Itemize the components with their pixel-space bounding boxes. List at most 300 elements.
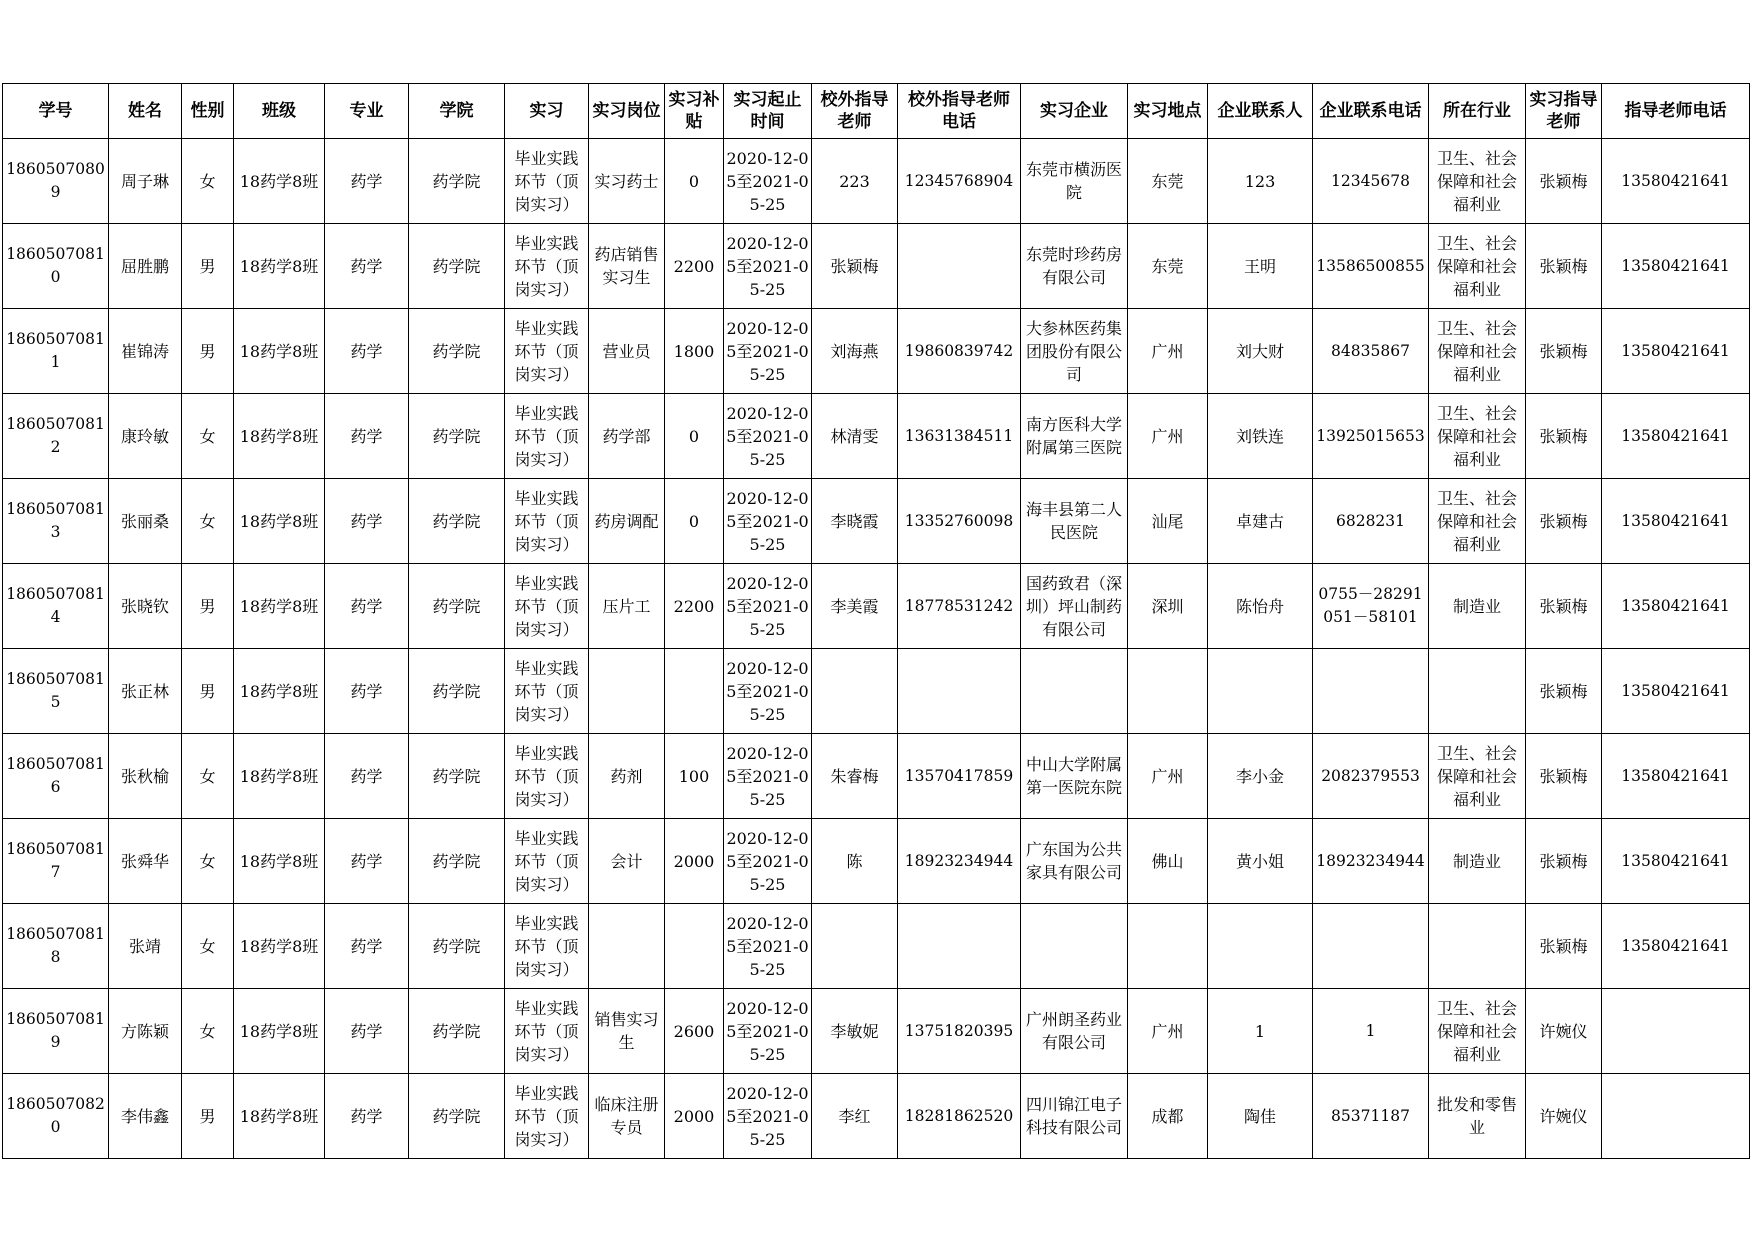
cell-text: 林清雯 — [830, 426, 879, 446]
cell-text: 18药学8班 — [239, 171, 319, 191]
cell-advisor-phone — [1602, 564, 1750, 649]
cell-internship-period — [724, 649, 812, 734]
cell-text: 18药学8班 — [239, 596, 319, 616]
header-internship-period: 实习起止时间 — [724, 84, 812, 139]
cell-text: 毕业实践环节（顶岗实习） — [514, 913, 579, 979]
cell-text: 18药学8班 — [239, 936, 319, 956]
cell-text: 药学院 — [432, 681, 481, 701]
cell-text: 毕业实践环节（顶岗实习） — [514, 743, 579, 809]
cell-internship-type — [505, 1074, 589, 1159]
cell-text: 女 — [199, 851, 216, 871]
cell-internship-location — [1128, 1074, 1208, 1159]
cell-class — [234, 309, 325, 394]
cell-company-contact-phone — [1313, 989, 1429, 1074]
cell-internship-location — [1128, 139, 1208, 224]
cell-text: 刘海燕 — [830, 341, 879, 361]
cell-text: 张颖梅 — [1539, 426, 1588, 446]
cell-company-contact — [1208, 734, 1313, 819]
cell-text: 药学 — [350, 341, 383, 361]
cell-gender — [182, 734, 234, 819]
cell-text: 刘大财 — [1235, 341, 1284, 361]
cell-class — [234, 819, 325, 904]
cell-major — [325, 564, 409, 649]
cell-text: 陈怡舟 — [1235, 596, 1284, 616]
cell-text: 陶佳 — [1243, 1106, 1276, 1126]
cell-text: 18923234944 — [904, 851, 1014, 870]
cell-company-contact — [1208, 309, 1313, 394]
cell-internship-position — [589, 394, 665, 479]
header-internship-position: 实习岗位 — [589, 84, 665, 139]
table-row — [3, 989, 1750, 1074]
header-industry: 所在行业 — [1429, 84, 1526, 139]
cell-internship-type — [505, 989, 589, 1074]
cell-company-contact-phone — [1313, 564, 1429, 649]
cell-advisor-phone — [1602, 734, 1750, 819]
cell-advisor-phone — [1602, 989, 1750, 1074]
cell-text: 2020-12-05至2021-05-25 — [726, 488, 809, 554]
cell-internship-period — [724, 564, 812, 649]
cell-company-contact — [1208, 989, 1313, 1074]
cell-class — [234, 1074, 325, 1159]
cell-text: 药学院 — [432, 936, 481, 956]
cell-text: 2020-12-05至2021-05-25 — [726, 318, 809, 384]
cell-text: 张颖梅 — [1539, 341, 1588, 361]
cell-text: 13580421641 — [1621, 681, 1730, 700]
cell-text: 2020-12-05至2021-05-25 — [726, 913, 809, 979]
cell-text: 药学院 — [432, 851, 481, 871]
cell-text: 广州 — [1151, 1021, 1184, 1041]
cell-text: 18605070820 — [6, 1095, 105, 1136]
cell-text: 广州 — [1151, 766, 1184, 786]
cell-college — [409, 819, 505, 904]
cell-text: 毕业实践环节（顶岗实习） — [514, 403, 579, 469]
cell-internship-advisor — [1526, 394, 1602, 479]
cell-internship-period — [724, 1074, 812, 1159]
header-external-supervisor-phone: 校外指导老师电话 — [898, 84, 1021, 139]
cell-class — [234, 394, 325, 479]
cell-text: 汕尾 — [1151, 511, 1184, 531]
cell-internship-subsidy — [665, 224, 724, 309]
cell-internship-period — [724, 989, 812, 1074]
cell-internship-location — [1128, 309, 1208, 394]
cell-industry — [1429, 904, 1526, 989]
cell-text: 2000 — [673, 851, 715, 871]
cell-text: 2020-12-05至2021-05-25 — [726, 403, 809, 469]
cell-company-contact-phone — [1313, 904, 1429, 989]
cell-college — [409, 394, 505, 479]
cell-text: 张秋榆 — [120, 766, 169, 786]
cell-text: 压片工 — [602, 596, 651, 616]
cell-college — [409, 224, 505, 309]
cell-internship-location — [1128, 394, 1208, 479]
cell-internship-subsidy — [665, 479, 724, 564]
cell-external-supervisor-phone — [898, 564, 1021, 649]
cell-major — [325, 819, 409, 904]
cell-external-supervisor-phone — [898, 649, 1021, 734]
table-row — [3, 309, 1750, 394]
cell-text: 卫生、社会保障和社会福利业 — [1436, 998, 1517, 1064]
cell-text: 2020-12-05至2021-05-25 — [726, 1083, 809, 1149]
cell-text: 1 — [1365, 1021, 1376, 1040]
cell-text: 18281862520 — [904, 1106, 1014, 1125]
cell-name — [109, 309, 182, 394]
cell-gender — [182, 394, 234, 479]
cell-text: 13586500855 — [1316, 256, 1425, 275]
cell-internship-type — [505, 309, 589, 394]
cell-internship-period — [724, 139, 812, 224]
cell-advisor-phone — [1602, 224, 1750, 309]
cell-internship-type — [505, 394, 589, 479]
cell-text: 屈胜鹏 — [120, 256, 169, 276]
header-internship-subsidy: 实习补贴 — [665, 84, 724, 139]
header-row — [3, 84, 1750, 139]
header-internship-company: 实习企业 — [1021, 84, 1128, 139]
cell-text: 卫生、社会保障和社会福利业 — [1436, 318, 1517, 384]
cell-name — [109, 649, 182, 734]
cell-external-supervisor — [812, 989, 898, 1074]
cell-text: 李晓霞 — [830, 511, 879, 531]
cell-external-supervisor — [812, 1074, 898, 1159]
cell-text: 18药学8班 — [239, 681, 319, 701]
cell-industry — [1429, 819, 1526, 904]
cell-text: 13580421641 — [1621, 341, 1730, 360]
cell-text: 18605070814 — [6, 585, 105, 626]
cell-text: 张晓钦 — [120, 596, 169, 616]
cell-internship-company — [1021, 309, 1128, 394]
cell-text: 18药学8班 — [239, 341, 319, 361]
cell-internship-location — [1128, 904, 1208, 989]
cell-internship-advisor — [1526, 564, 1602, 649]
cell-student-id — [3, 649, 109, 734]
cell-internship-period — [724, 904, 812, 989]
cell-internship-position — [589, 1074, 665, 1159]
cell-text: 18605070817 — [6, 840, 105, 881]
cell-text: 临床注册专员 — [594, 1095, 659, 1137]
cell-text: 药学 — [350, 426, 383, 446]
cell-text: 0 — [688, 171, 700, 191]
cell-internship-location — [1128, 734, 1208, 819]
cell-text: 东莞市横沥医院 — [1025, 160, 1122, 202]
cell-internship-advisor — [1526, 904, 1602, 989]
cell-company-contact — [1208, 649, 1313, 734]
cell-advisor-phone — [1602, 139, 1750, 224]
header-gender: 性别 — [182, 84, 234, 139]
cell-major — [325, 224, 409, 309]
cell-text: 13570417859 — [904, 766, 1014, 785]
cell-text: 2020-12-05至2021-05-25 — [726, 573, 809, 639]
cell-major — [325, 309, 409, 394]
cell-text: 0755－28291051－58101 — [1318, 585, 1423, 626]
cell-internship-subsidy — [665, 819, 724, 904]
cell-text: 销售实习生 — [594, 1010, 659, 1052]
cell-text: 卫生、社会保障和社会福利业 — [1436, 148, 1517, 214]
cell-text: 2020-12-05至2021-05-25 — [726, 743, 809, 809]
cell-text: 营业员 — [602, 341, 651, 361]
cell-student-id — [3, 1074, 109, 1159]
cell-text: 李伟鑫 — [120, 1106, 169, 1126]
cell-text: 男 — [199, 681, 216, 701]
cell-college — [409, 734, 505, 819]
cell-text: 药学院 — [432, 341, 481, 361]
cell-class — [234, 649, 325, 734]
cell-text: 18药学8班 — [239, 1106, 319, 1126]
cell-advisor-phone — [1602, 819, 1750, 904]
cell-text: 李小金 — [1235, 766, 1284, 786]
cell-text: 12345678 — [1331, 171, 1410, 190]
cell-text: 13580421641 — [1621, 766, 1730, 785]
cell-text: 男 — [199, 596, 216, 616]
table-body — [3, 139, 1750, 1159]
cell-internship-company — [1021, 819, 1128, 904]
cell-text: 药学 — [350, 171, 383, 191]
cell-class — [234, 904, 325, 989]
header-company-contact: 企业联系人 — [1208, 84, 1313, 139]
cell-text: 佛山 — [1151, 851, 1184, 871]
cell-text: 18605070813 — [6, 500, 105, 541]
cell-internship-position — [589, 649, 665, 734]
cell-text: 东莞时珍药房有限公司 — [1025, 245, 1122, 287]
cell-text: 毕业实践环节（顶岗实习） — [514, 233, 579, 299]
cell-external-supervisor-phone — [898, 904, 1021, 989]
cell-company-contact-phone — [1313, 734, 1429, 819]
cell-text: 18778531242 — [904, 596, 1014, 615]
cell-text: 2082379553 — [1321, 766, 1420, 785]
cell-text: 18605070811 — [6, 330, 105, 371]
cell-gender — [182, 1074, 234, 1159]
table-row — [3, 904, 1750, 989]
cell-company-contact-phone — [1313, 1074, 1429, 1159]
cell-text: 朱睿梅 — [830, 766, 879, 786]
cell-external-supervisor-phone — [898, 394, 1021, 479]
cell-company-contact — [1208, 564, 1313, 649]
cell-internship-location — [1128, 479, 1208, 564]
cell-industry — [1429, 224, 1526, 309]
cell-internship-advisor — [1526, 309, 1602, 394]
header-student-id: 学号 — [3, 84, 109, 139]
cell-text: 18605070819 — [6, 1010, 105, 1051]
cell-internship-type — [505, 224, 589, 309]
header-company-contact-phone: 企业联系电话 — [1313, 84, 1429, 139]
cell-text: 张颖梅 — [1539, 681, 1588, 701]
cell-text: 男 — [199, 341, 216, 361]
cell-text: 崔锦涛 — [120, 341, 169, 361]
cell-text: 药学院 — [432, 1106, 481, 1126]
cell-text: 卫生、社会保障和社会福利业 — [1436, 488, 1517, 554]
header-internship-type: 实习 — [505, 84, 589, 139]
cell-text: 毕业实践环节（顶岗实习） — [514, 148, 579, 214]
cell-name — [109, 564, 182, 649]
table-row — [3, 224, 1750, 309]
cell-text: 毕业实践环节（顶岗实习） — [514, 998, 579, 1064]
cell-external-supervisor-phone — [898, 819, 1021, 904]
cell-text: 广东国为公共家具有限公司 — [1025, 840, 1122, 882]
cell-internship-period — [724, 394, 812, 479]
cell-text: 药学 — [350, 1106, 383, 1126]
table-row — [3, 734, 1750, 819]
cell-internship-company — [1021, 904, 1128, 989]
cell-student-id — [3, 224, 109, 309]
cell-external-supervisor — [812, 394, 898, 479]
cell-name — [109, 989, 182, 1074]
cell-major — [325, 904, 409, 989]
cell-text: 药学 — [350, 511, 383, 531]
cell-class — [234, 139, 325, 224]
cell-name — [109, 904, 182, 989]
cell-internship-position — [589, 139, 665, 224]
cell-text: 会计 — [610, 851, 643, 871]
cell-text: 张靖 — [128, 936, 161, 956]
cell-advisor-phone — [1602, 649, 1750, 734]
cell-text: 18605070815 — [6, 670, 105, 711]
cell-text: 12345768904 — [904, 171, 1014, 190]
cell-college — [409, 649, 505, 734]
cell-text: 2020-12-05至2021-05-25 — [726, 998, 809, 1064]
cell-text: 13352760098 — [904, 511, 1014, 530]
cell-college — [409, 309, 505, 394]
cell-text: 许婉仪 — [1539, 1021, 1588, 1041]
cell-text: 18药学8班 — [239, 1021, 319, 1041]
cell-text: 许婉仪 — [1539, 1106, 1588, 1126]
cell-text: 女 — [199, 171, 216, 191]
cell-company-contact — [1208, 479, 1313, 564]
cell-internship-location — [1128, 819, 1208, 904]
cell-external-supervisor-phone — [898, 224, 1021, 309]
cell-text: 毕业实践环节（顶岗实习） — [514, 573, 579, 639]
cell-text: 东莞 — [1151, 171, 1184, 191]
cell-text: 药学院 — [432, 1021, 481, 1041]
cell-text: 药学 — [350, 766, 383, 786]
internship-sheet — [2, 83, 1749, 1159]
cell-major — [325, 989, 409, 1074]
cell-text: 100 — [678, 766, 710, 786]
cell-external-supervisor-phone — [898, 1074, 1021, 1159]
cell-college — [409, 1074, 505, 1159]
cell-text: 药学 — [350, 936, 383, 956]
cell-text: 卫生、社会保障和社会福利业 — [1436, 743, 1517, 809]
cell-text: 批发和零售业 — [1436, 1095, 1517, 1137]
header-internship-location: 实习地点 — [1128, 84, 1208, 139]
cell-class — [234, 989, 325, 1074]
cell-company-contact-phone — [1313, 309, 1429, 394]
cell-company-contact — [1208, 819, 1313, 904]
cell-text: 女 — [199, 1021, 216, 1041]
cell-text: 周子琳 — [120, 171, 169, 191]
cell-text: 实习药士 — [594, 171, 659, 191]
cell-company-contact — [1208, 1074, 1313, 1159]
cell-gender — [182, 989, 234, 1074]
cell-student-id — [3, 989, 109, 1074]
cell-internship-company — [1021, 989, 1128, 1074]
cell-major — [325, 394, 409, 479]
cell-student-id — [3, 309, 109, 394]
cell-gender — [182, 904, 234, 989]
cell-company-contact — [1208, 224, 1313, 309]
cell-text: 药学 — [350, 256, 383, 276]
cell-text: 南方医科大学附属第三医院 — [1025, 415, 1122, 457]
cell-company-contact-phone — [1313, 224, 1429, 309]
cell-student-id — [3, 564, 109, 649]
cell-text: 张丽桑 — [120, 511, 169, 531]
cell-text: 18923234944 — [1316, 851, 1425, 870]
cell-college — [409, 564, 505, 649]
cell-internship-type — [505, 564, 589, 649]
cell-text: 药学 — [350, 596, 383, 616]
cell-text: 药学 — [350, 681, 383, 701]
cell-text: 2020-12-05至2021-05-25 — [726, 148, 809, 214]
cell-internship-period — [724, 224, 812, 309]
cell-text: 毕业实践环节（顶岗实习） — [514, 658, 579, 724]
cell-text: 卫生、社会保障和社会福利业 — [1436, 403, 1517, 469]
cell-text: 大参林医药集团股份有限公司 — [1025, 318, 1122, 384]
cell-internship-company — [1021, 479, 1128, 564]
cell-text: 康玲敏 — [120, 426, 169, 446]
cell-text: 19860839742 — [904, 341, 1014, 360]
cell-advisor-phone — [1602, 1074, 1750, 1159]
cell-text: 13751820395 — [904, 1021, 1014, 1040]
cell-industry — [1429, 989, 1526, 1074]
cell-text: 毕业实践环节（顶岗实习） — [514, 488, 579, 554]
cell-internship-subsidy — [665, 394, 724, 479]
cell-text: 2000 — [673, 1106, 715, 1126]
cell-text: 方陈颖 — [120, 1021, 169, 1041]
cell-company-contact-phone — [1313, 649, 1429, 734]
cell-text: 2200 — [673, 256, 715, 276]
cell-text: 13580421641 — [1621, 511, 1730, 530]
cell-internship-period — [724, 479, 812, 564]
cell-gender — [182, 479, 234, 564]
cell-external-supervisor — [812, 564, 898, 649]
cell-college — [409, 904, 505, 989]
cell-text: 制造业 — [1452, 851, 1501, 871]
cell-text: 东莞 — [1151, 256, 1184, 276]
cell-major — [325, 1074, 409, 1159]
cell-internship-company — [1021, 394, 1128, 479]
cell-text: 张颖梅 — [1539, 851, 1588, 871]
cell-text: 王明 — [1243, 256, 1276, 276]
header-class: 班级 — [234, 84, 325, 139]
cell-internship-advisor — [1526, 139, 1602, 224]
cell-industry — [1429, 564, 1526, 649]
cell-internship-company — [1021, 734, 1128, 819]
cell-text: 13580421641 — [1621, 596, 1730, 615]
cell-internship-location — [1128, 224, 1208, 309]
cell-advisor-phone — [1602, 394, 1750, 479]
cell-student-id — [3, 904, 109, 989]
cell-text: 18药学8班 — [239, 766, 319, 786]
cell-text: 制造业 — [1452, 596, 1501, 616]
cell-name — [109, 224, 182, 309]
cell-external-supervisor — [812, 224, 898, 309]
cell-gender — [182, 649, 234, 734]
cell-internship-advisor — [1526, 224, 1602, 309]
cell-text: 张颖梅 — [1539, 596, 1588, 616]
cell-text: 药学院 — [432, 256, 481, 276]
cell-external-supervisor — [812, 904, 898, 989]
cell-text: 药学院 — [432, 596, 481, 616]
cell-text: 13631384511 — [904, 426, 1014, 445]
cell-internship-period — [724, 734, 812, 819]
cell-internship-position — [589, 734, 665, 819]
cell-industry — [1429, 649, 1526, 734]
cell-text: 2020-12-05至2021-05-25 — [726, 658, 809, 724]
cell-text: 张舜华 — [120, 851, 169, 871]
cell-text: 85371187 — [1331, 1106, 1410, 1125]
cell-text: 18605070812 — [6, 415, 105, 456]
cell-internship-position — [589, 564, 665, 649]
cell-text: 张颖梅 — [1539, 256, 1588, 276]
cell-industry — [1429, 479, 1526, 564]
cell-internship-subsidy — [665, 1074, 724, 1159]
